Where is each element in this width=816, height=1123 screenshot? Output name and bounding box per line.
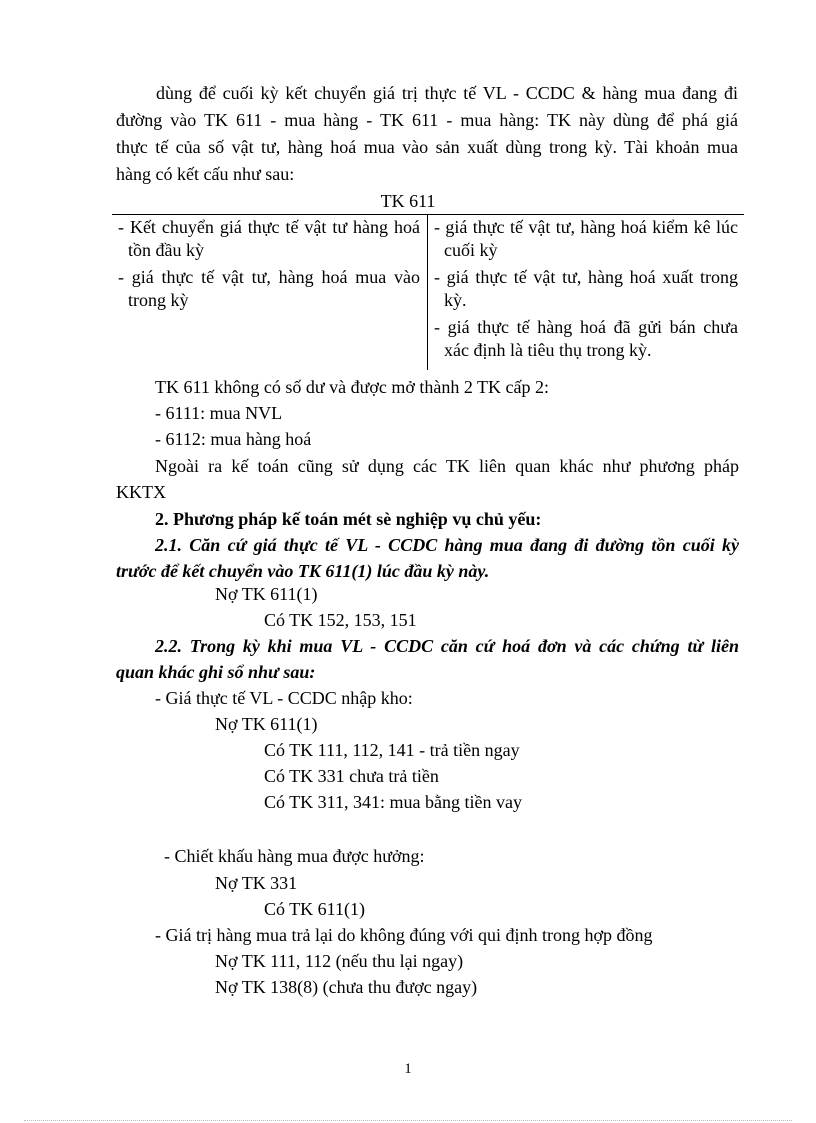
t-account-top-rule (112, 214, 744, 215)
journal-credit: Có TK 152, 153, 151 (264, 610, 417, 630)
t-account-title: TK 611 (380, 191, 436, 211)
t-account-credit-column (434, 216, 738, 366)
credit-entry: - giá thực tế hàng hoá đã gửi bán chưa xác định là tiêu thụ trong kỳ. (434, 317, 738, 360)
journal-credit: Có TK 311, 341: mua bằng tiền vay (264, 792, 522, 812)
intro-line: dùng để cuối kỳ kết chuyển giá trị thực tế VL - CCDC & hàng mua đang đi (156, 83, 738, 103)
journal-credit: Có TK 611(1) (264, 899, 365, 919)
no-balance-text: TK 611 không có số dư và được mở thành 2 TK cấp 2: (155, 377, 549, 397)
debit-entry: - giá thực tế vật tư, hàng hoá mua vào trong kỳ (118, 267, 420, 310)
t-account-debit-column (118, 216, 420, 316)
journal-debit: Nợ TK 611(1) (215, 584, 318, 604)
section-heading-2: 2. Phương pháp kế toán mét sè nghiệp vụ chủ yếu: (155, 509, 542, 529)
also-used-text: Ngoài ra kế toán cũng sử dụng các TK liên quan khác như phương pháp (155, 456, 739, 476)
sub-account-6111: - 6111: mua NVL (155, 403, 283, 423)
journal-debit: Nợ TK 138(8) (chưa thu được ngay) (215, 977, 478, 997)
also-used-text-cont: KKTX (116, 482, 166, 502)
item-import-price: - Giá thực tế VL - CCDC nhập kho: (155, 688, 413, 708)
intro-line: thực tế của số vật tư, hàng hoá mua vào sản xuất dùng trong kỳ. Tài khoản mua (116, 137, 738, 157)
t-account-divider (427, 214, 428, 370)
intro-line: đường vào TK 611 - mua hàng - TK 611 - mua hàng: TK này dùng để phá giá (116, 110, 738, 130)
journal-debit: Nợ TK 611(1) (215, 714, 318, 734)
page-number: 1 (404, 1061, 412, 1077)
subheading-2-2: 2.2. Trong kỳ khi mua VL - CCDC căn cứ hoá đơn và các chứng từ liên (155, 636, 739, 656)
journal-credit: Có TK 331 chưa trả tiền (264, 766, 439, 786)
sub-account-6112: - 6112: mua hàng hoá (155, 429, 312, 449)
debit-entry: - Kết chuyển giá thực tế vật tư hàng hoá tồn đầu kỳ (118, 217, 420, 260)
journal-debit: Nợ TK 111, 112 (nếu thu lại ngay) (215, 951, 464, 971)
subheading-2-2-cont: quan khác ghi sổ như sau: (116, 662, 316, 682)
t-account (112, 214, 744, 370)
subheading-2-1-cont: trước để kết chuyển vào TK 611(1) lúc đầu kỳ này. (116, 561, 490, 581)
journal-credit: Có TK 111, 112, 141 - trả tiền ngay (264, 740, 520, 760)
item-discount: - Chiết khấu hàng mua được hưởng: (164, 846, 425, 866)
intro-line: hàng có kết cấu như sau: (116, 164, 295, 184)
intro-paragraph (116, 80, 738, 188)
credit-entry: - giá thực tế vật tư, hàng hoá kiểm kê lúc cuối kỳ (434, 217, 738, 260)
journal-debit: Nợ TK 331 (215, 873, 298, 893)
item-return: - Giá trị hàng mua trả lại do không đúng với qui định trong hợp đồng (155, 925, 653, 945)
subheading-2-1: 2.1. Căn cứ giá thực tế VL - CCDC hàng mua đang đi đường tồn cuối kỳ (155, 535, 739, 555)
credit-entry: - giá thực tế vật tư, hàng hoá xuất trong kỳ. (434, 267, 738, 310)
page-footer-rule (24, 1120, 792, 1121)
